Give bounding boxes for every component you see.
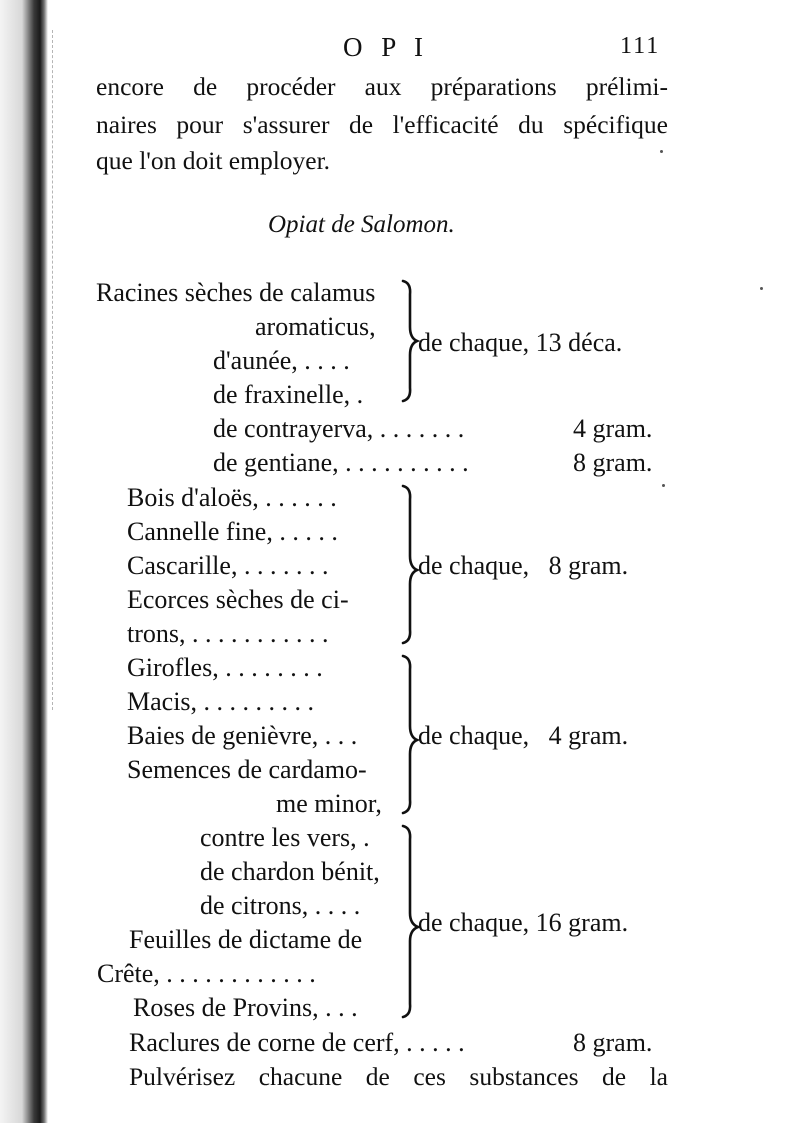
ingredient-line: Roses de Provins, . . . [133,993,358,1022]
ingredient-line: Cannelle fine, . . . . . [127,517,338,546]
page-edge-line [52,30,53,710]
ingredient-line: Semences de cardamo- [127,755,367,784]
ingredient-line: Macis, . . . . . . . . . [127,687,315,716]
group-quantity: de chaque, 16 gram. [418,908,629,937]
ingredient-line: de contrayerva, . . . . . . . [213,414,465,443]
ingredient-line: de fraxinelle, . [213,380,364,409]
ingredient-quantity: 4 gram. [573,414,653,443]
continuation-line: Pulvérisez chacune de ces substances de la [129,1062,668,1091]
ingredient-quantity: 8 gram. [573,1028,653,1057]
group-quantity: de chaque, 8 gram. [418,551,629,580]
ingredient-quantity: 8 gram. [573,448,653,477]
book-spine-shadow [0,0,48,1123]
ingredient-line: Cascarille, . . . . . . . [127,551,329,580]
ingredient-line: Ecorces sèches de ci- [127,585,349,614]
ingredient-line: d'aunée, . . . . [213,346,350,375]
group-quantity: de chaque, 4 gram. [418,721,629,750]
intro-line-3: que l'on doit employer. [96,146,331,175]
ingredient-line: me minor, [276,789,382,818]
ingredient-line: Raclures de corne de cerf, . . . . . [129,1028,465,1057]
brace-group-3 [403,656,417,813]
group-quantity: de chaque, 13 déca. [418,328,623,357]
ingredient-line: Baies de genièvre, . . . [127,721,358,750]
ingredient-line: Feuilles de dictame de [129,925,363,954]
running-title: O P I [343,32,430,62]
ingredient-line: trons, . . . . . . . . . . . [127,619,329,648]
brace-group-4 [403,826,418,1017]
brace-group-1 [403,281,417,401]
ingredient-line: contre les vers, . [200,823,370,852]
paper-speck [662,484,665,487]
intro-line-1: encore de procéder aux préparations prélimi- [96,72,668,101]
ingredient-line: de gentiane, . . . . . . . . . . [213,448,469,477]
ingredient-line: de chardon bénit, [200,857,380,886]
brace-group-2 [403,486,417,643]
ingredient-line: Girofles, . . . . . . . . [127,653,323,682]
ingredient-line: Bois d'aloës, . . . . . . [127,483,337,512]
intro-line-2: naires pour s'assurer de l'efficacité du spécifique [96,110,668,139]
ingredient-line: Crête, . . . . . . . . . . . . [97,959,316,988]
paper-speck [660,150,663,153]
page-number: 111 [620,33,661,59]
ingredient-line: aromaticus, [255,312,376,341]
ingredient-line: Racines sèches de calamus [96,278,376,307]
paper-speck [760,287,763,290]
ingredient-line: de citrons, . . . . [200,891,361,920]
recipe-title: Opiat de Salomon. [268,211,455,238]
